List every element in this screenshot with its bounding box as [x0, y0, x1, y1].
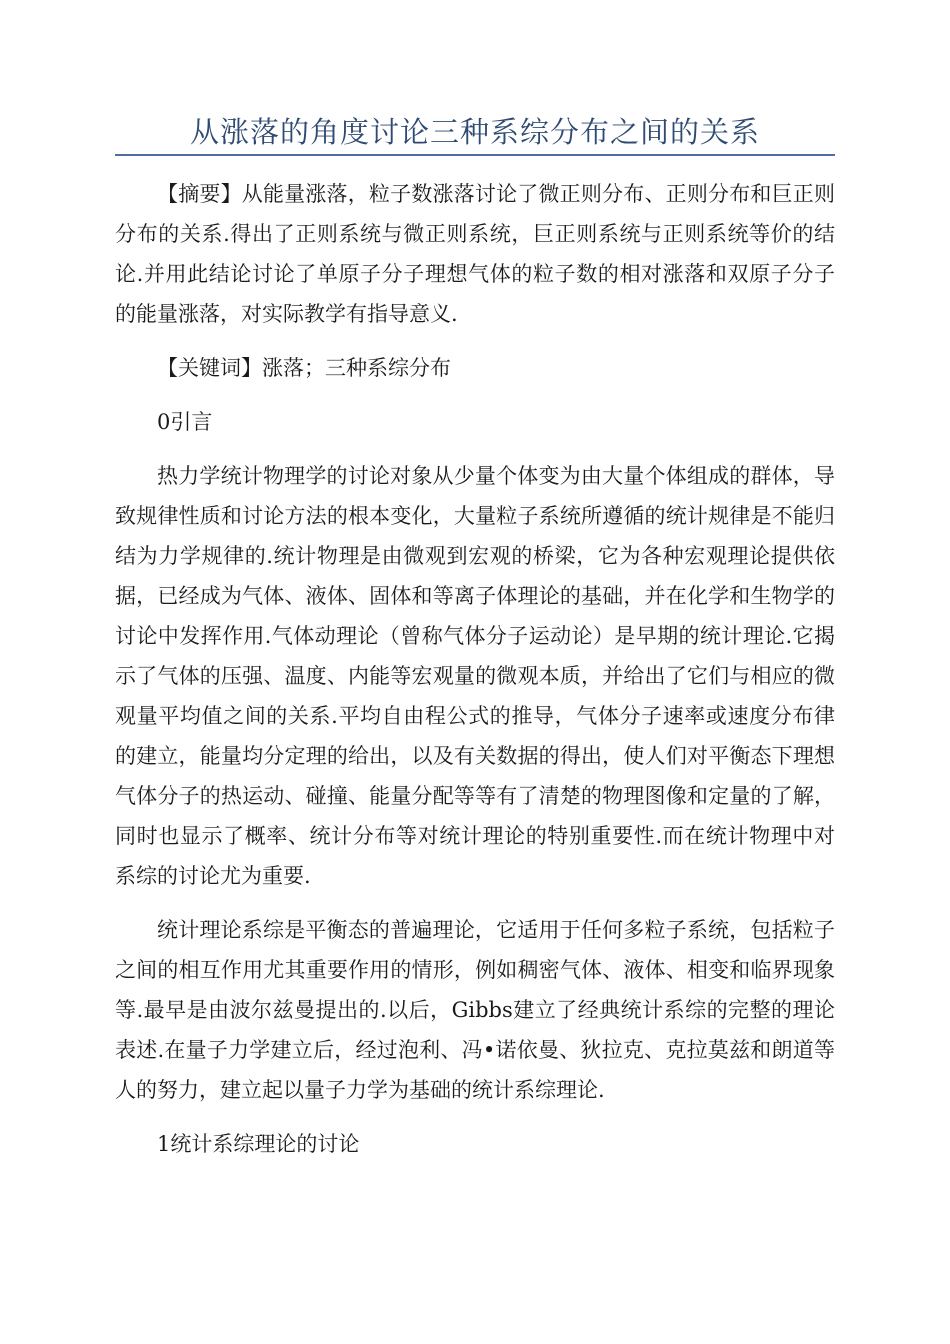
document-title: 从涨落的角度讨论三种系综分布之间的关系 [189, 115, 760, 149]
section-heading-introduction: 0引言 [157, 410, 213, 434]
body-paragraph-1: 热力学统计物理学的讨论对象从少量个体变为由大量个体组成的群体，导致规律性质和讨论方法的根本变化，大量粒子系统所遵循的统计规律是不能归结为力学规律的.统计物理是由微观到宏观的桥梁，它为各种宏观理论提供依据，已经成为气体、液体、固体和等离子体理论的基础，并在化学和生物学的讨论中发挥作用.气体动理论（曾称气体分子运动论）是早期的统计理论.它揭示了气体的压强、温度、内能等宏观量的微观本质，并给出了它们与相应的微观量平均值之间的关系.平均自由程公式的推导，气体分子速率或速度分布律的建立，能量均分定理的给出，以及有关数据的得出，使人们对平衡态下理想气体分子的热运动、碰撞、能量分配等等有了清楚的物理图像和定量的了解，同时也显示了概率、统计分布等对统计理论的特别重要性.而在统计物理中对系综的讨论尤为重要. [115, 464, 835, 888]
title-underline [115, 154, 835, 156]
abstract-paragraph: 【摘要】从能量涨落，粒子数涨落讨论了微正则分布、正则分布和巨正则分布的关系.得出了正则系统与微正则系统，巨正则系统与正则系统等价的结论.并用此结论讨论了单原子分子理想气体的粒子数的相对涨落和双原子分子的能量涨落，对实际教学有指导意义. [115, 182, 835, 326]
body-paragraph-2: 统计理论系综是平衡态的普遍理论，它适用于任何多粒子系统，包括粒子之间的相互作用尤其重要作用的情形，例如稠密气体、液体、相变和临界现象等.最早是由波尔兹曼提出的.以后，Gibbs建立了经典统计系综的完整的理论表述.在量子力学建立后，经过泡利、冯•诺依曼、狄拉克、克拉莫兹和朗道等人的努力，建立起以量子力学为基础的统计系综理论. [115, 918, 835, 1102]
keywords-paragraph: 【关键词】涨落；三种系综分布 [157, 356, 451, 380]
section-heading-ensemble-theory: 1统计系综理论的讨论 [157, 1132, 360, 1156]
document-body [115, 174, 835, 1178]
